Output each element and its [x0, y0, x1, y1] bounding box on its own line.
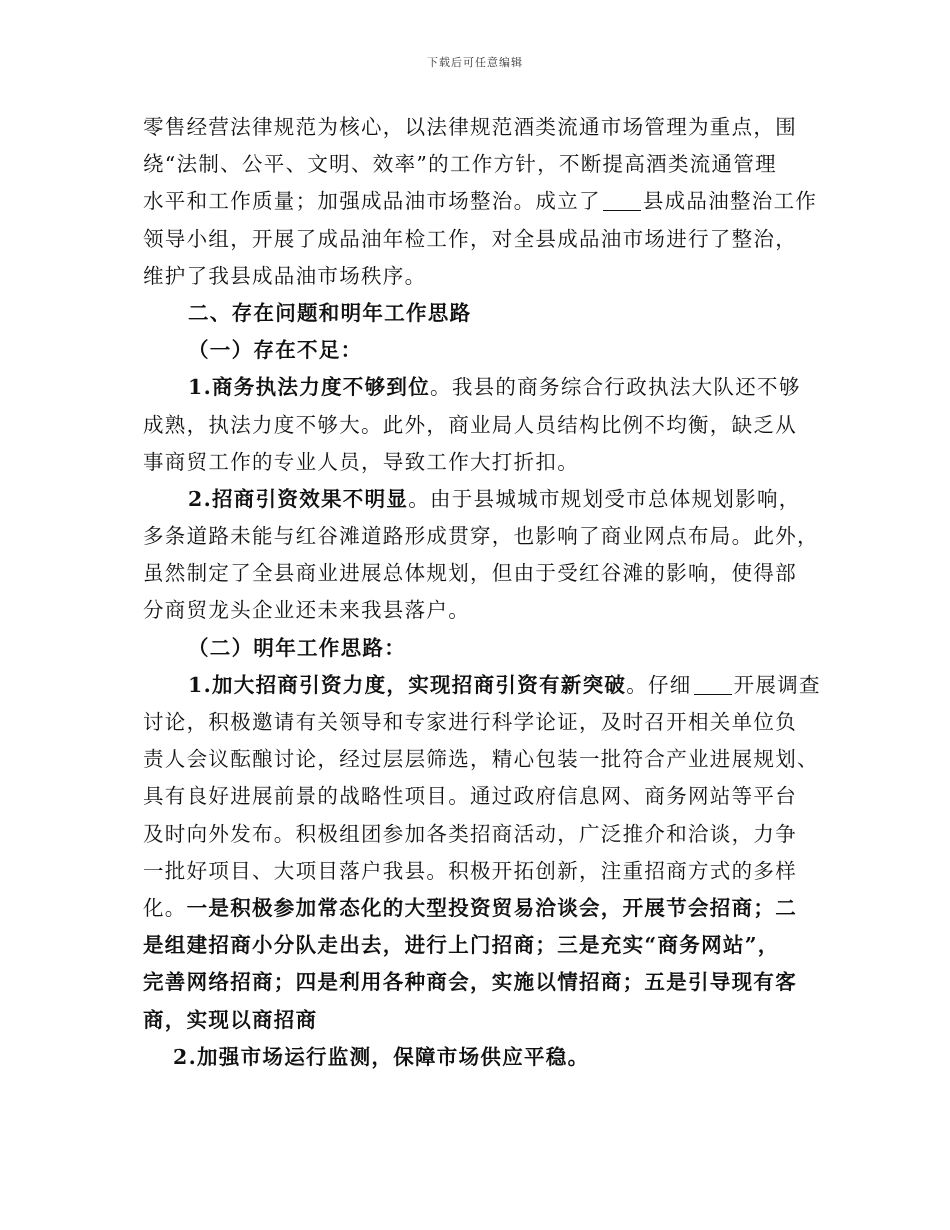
paragraph-text: 水平和工作质量；加强成品油市场整治。成立了 [143, 189, 601, 214]
item-title: 1.商务执法力度不够到位 [188, 375, 431, 400]
paragraph-line: 虽然制定了全县商业进展总体规划，但由于受红谷滩的影响，使得部 [143, 561, 797, 586]
paragraph-line [143, 890, 823, 927]
paragraph-line [143, 667, 823, 704]
paragraph-text: 。仔细 [626, 672, 692, 697]
paragraph-line: 具有良好进展前景的战略性项目。通过政府信息网、商务网站等平台 [143, 784, 797, 809]
item-title: 1.加大招商引资力度，实现招商引资有新突破 [188, 672, 627, 697]
paragraph-text: 化。 [143, 895, 187, 920]
paragraph-line: 成熟，执法力度不够大。此外，商业局人员结构比例不均衡，缺乏从 [143, 412, 797, 437]
paragraph-line: 事商贸工作的专业人员，导致工作大打折扣。 [143, 449, 579, 474]
paragraph-line: 零售经营法律规范为核心，以法律规范酒类流通市场管理为重点，围 [143, 115, 797, 139]
document-body [143, 109, 823, 1076]
paragraph-text: 县成品油整治工作 [642, 189, 818, 214]
paragraph-line [143, 183, 823, 220]
subsection-heading: （二）明年工作思路： [188, 635, 406, 660]
paragraph-line: 维护了我县成品油市场秩序。 [143, 263, 427, 288]
paragraph-line [143, 369, 823, 406]
paragraph-text-bold: 一是积极参加常态化的大型投资贸易洽谈会，开展节会招商；二 [186, 895, 798, 920]
paragraph-line: 讨论，积极邀请有关领导和专家进行科学论证，及时召开相关单位负 [143, 710, 797, 734]
item-title: 2.加强市场运行监测，保障市场供应平稳。 [173, 1044, 590, 1069]
paragraph-line: 领导小组，开展了成品油年检工作，对全县成品油市场进行了整治， [143, 226, 797, 251]
blank-underline [694, 674, 732, 695]
paragraph-line: 绕“法制、公平、文明、效率”的工作方针，不断提高酒类流通管理 [143, 152, 777, 177]
paragraph-line [143, 481, 823, 518]
paragraph-line: 一批好项目、大项目落户我县。积极开拓创新，注重招商方式的多样 [143, 858, 797, 883]
paragraph-text: 。我县的商务综合行政执法大队还不够 [430, 375, 801, 400]
paragraph-text: 开展调查 [733, 672, 821, 697]
paragraph-line: 多条道路未能与红谷滩道路形成贯穿，也影响了商业网点布局。此外， [143, 524, 819, 549]
paragraph-text: 。由于县城城市规划受市总体规划影响， [408, 486, 801, 511]
paragraph-line: 是组建招商小分队走出去，进行上门招商；三是充实“商务网站”， [143, 933, 780, 958]
blank-underline [603, 190, 641, 211]
paragraph-line: 分商贸龙头企业还未来我县落户。 [143, 598, 470, 623]
section-heading: 二、存在问题和明年工作思路 [188, 300, 472, 325]
subsection-heading: （一）存在不足： [188, 338, 363, 363]
item-title: 2.招商引资效果不明显 [188, 486, 409, 511]
paragraph-line: 责人会议酝酿讨论，经过层层筛选，精心包装一批符合产业进展规划、 [143, 747, 819, 772]
paragraph-line: 商，实现以商招商 [143, 1007, 318, 1032]
paragraph-line: 及时向外发布。积极组团参加各类招商活动，广泛推介和洽谈，力争 [143, 821, 797, 846]
page-header: 下载后可任意编辑 [427, 56, 523, 69]
paragraph-line: 完善网络招商；四是利用各种商会，实施以情招商；五是引导现有客 [143, 970, 797, 995]
